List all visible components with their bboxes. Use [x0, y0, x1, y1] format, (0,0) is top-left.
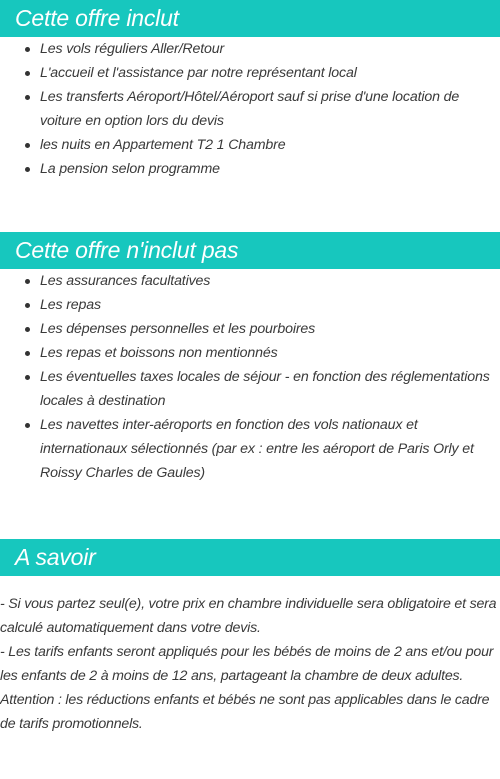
- excludes-list: [0, 269, 500, 485]
- list-item: Les assurances facultatives: [40, 269, 500, 293]
- includes-title: Cette offre inclut: [15, 5, 179, 31]
- includes-section: [0, 0, 500, 181]
- bullet-icon: [25, 351, 30, 356]
- savoir-title: A savoir: [15, 544, 96, 570]
- bullet-icon: [25, 47, 30, 52]
- list-item: Les repas et boissons non mentionnés: [40, 341, 500, 365]
- list-item: les nuits en Appartement T2 1 Chambre: [40, 133, 500, 157]
- savoir-text: [0, 592, 500, 736]
- list-item: Les transferts Aéroport/Hôtel/Aéroport sauf si prise d'une location de voiture en option lors du devis: [40, 85, 500, 133]
- list-item: Les éventuelles taxes locales de séjour - en fonction des réglementations locales à destination: [40, 365, 500, 413]
- savoir-header: [0, 539, 500, 576]
- bullet-icon: [25, 167, 30, 172]
- includes-list: [0, 37, 500, 181]
- bullet-icon: [25, 303, 30, 308]
- list-item: Les repas: [40, 293, 500, 317]
- excludes-section: [0, 232, 500, 485]
- bullet-icon: [25, 375, 30, 380]
- list-item: Les vols réguliers Aller/Retour: [40, 37, 500, 61]
- bullet-icon: [25, 143, 30, 148]
- list-item: La pension selon programme: [40, 157, 500, 181]
- savoir-paragraph: - Si vous partez seul(e), votre prix en chambre individuelle sera obligatoire et sera calculé automatiquement dans votre devis.: [0, 596, 497, 636]
- bullet-icon: [25, 71, 30, 76]
- bullet-icon: [25, 327, 30, 332]
- includes-header: [0, 0, 500, 37]
- bullet-icon: [25, 95, 30, 100]
- list-item: Les dépenses personnelles et les pourboires: [40, 317, 500, 341]
- excludes-title: Cette offre n'inclut pas: [15, 237, 239, 263]
- savoir-paragraph: - Les tarifs enfants seront appliqués pour les bébés de moins de 2 ans et/ou pour les enfants de 2 à moins de 12 ans, partageant la chambre de deux adultes. Attention : les réductions enfants et bébés ne sont pas applicables dans le cadre de tarifs promotionnels.: [0, 644, 494, 732]
- bullet-icon: [25, 423, 30, 428]
- bullet-icon: [25, 279, 30, 284]
- excludes-header: [0, 232, 500, 269]
- savoir-section: [0, 539, 500, 736]
- list-item: Les navettes inter-aéroports en fonction des vols nationaux et internationaux sélectionnés (par ex : entre les aéroport de Paris Orly et Roissy Charles de Gaules): [40, 413, 500, 485]
- list-item: L'accueil et l'assistance par notre représentant local: [40, 61, 500, 85]
